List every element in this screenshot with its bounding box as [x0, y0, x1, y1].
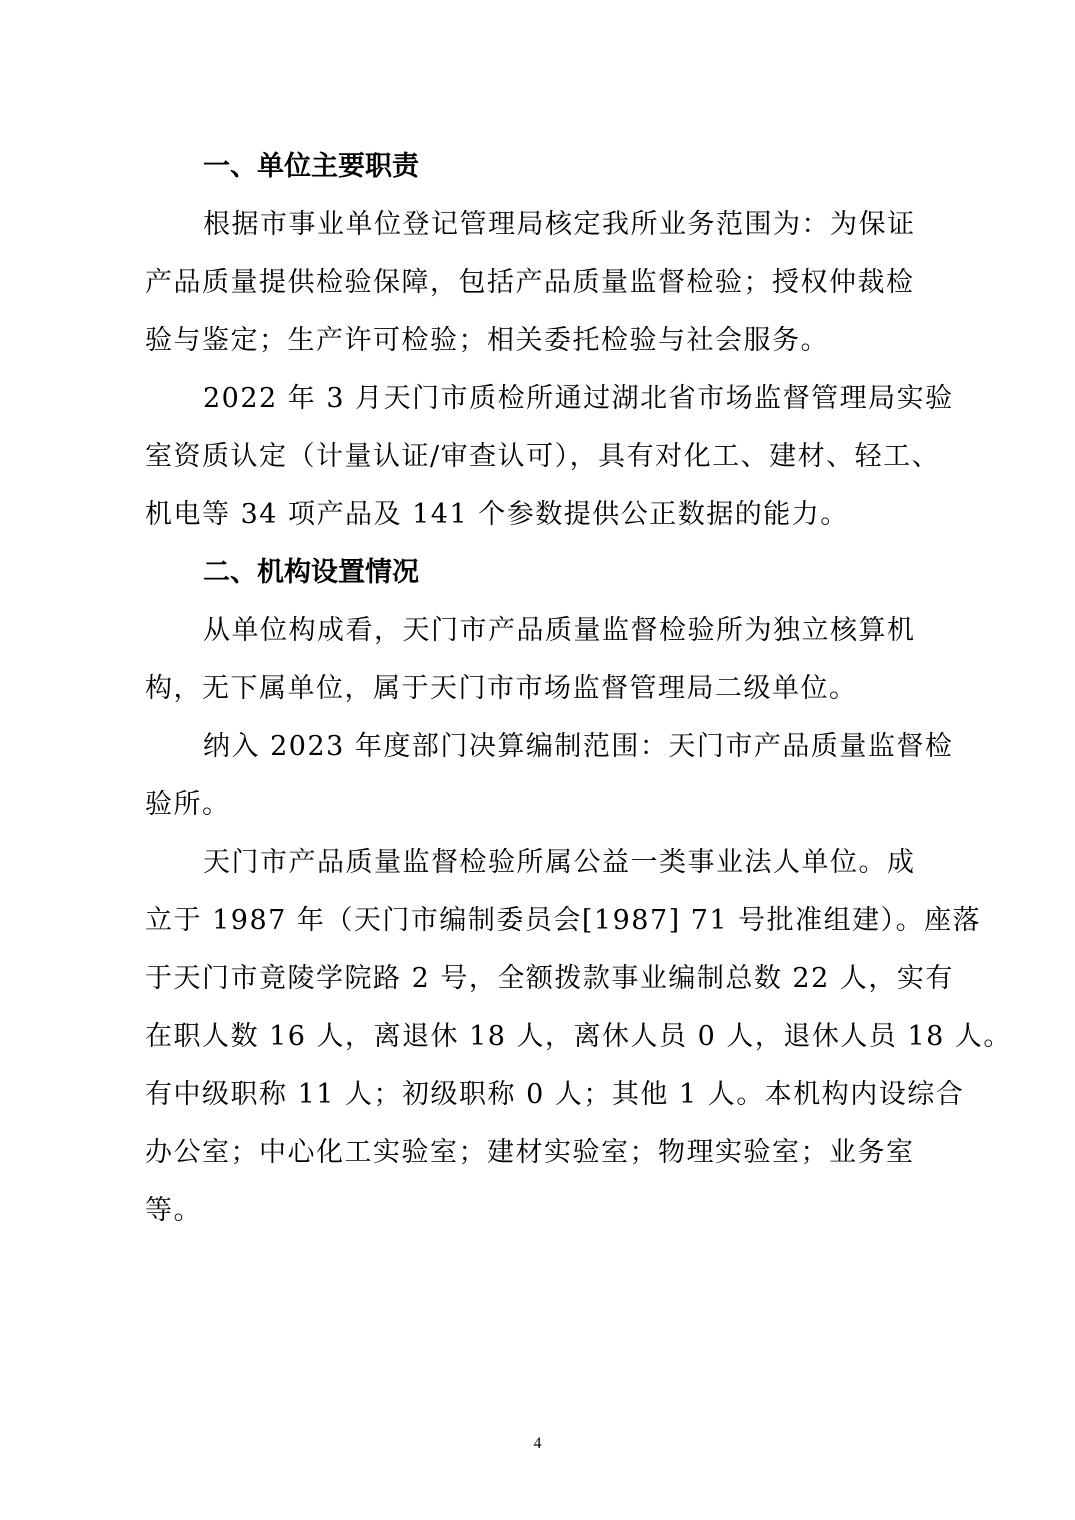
- text-line: 机电等 34 项产品及 141 个参数提供公正数据的能力。: [145, 499, 849, 530]
- section-heading-organization: 二、机构设置情况: [203, 557, 419, 588]
- text-line: 天门市产品质量监督检验所属公益一类事业法人单位。成: [203, 847, 916, 878]
- section-heading-duties: 一、单位主要职责: [203, 151, 419, 182]
- paragraph-business-scope: [145, 196, 935, 370]
- text-line: 立于 1987 年（天门市编制委员会[1987] 71 号批准组建）。座落: [145, 905, 982, 936]
- text-line: 等。: [145, 1195, 202, 1226]
- text-line: 室资质认定（计量认证/审查认可），具有对化工、建材、轻工、: [145, 441, 941, 472]
- document-body: [145, 138, 1012, 1240]
- text-line: 有中级职称 11 人；初级职称 0 人；其他 1 人。本机构内设综合: [145, 1079, 965, 1110]
- text-line: 构，无下属单位，属于天门市市场监督管理局二级单位。: [145, 673, 858, 704]
- paragraph-unit-details: [145, 834, 1012, 1240]
- paragraph-certification: [145, 370, 954, 544]
- text-line: 纳入 2023 年度部门决算编制范围：天门市产品质量监督检: [203, 731, 954, 762]
- text-line: 于天门市竟陵学院路 2 号，全额拨款事业编制总数 22 人，实有: [145, 963, 954, 994]
- text-line: 从单位构成看，天门市产品质量监督检验所为独立核算机: [203, 615, 916, 646]
- paragraph-unit-structure: [145, 602, 935, 718]
- text-line: 根据市事业单位登记管理局核定我所业务范围为：为保证: [203, 209, 916, 240]
- text-line: 在职人数 16 人，离退休 18 人，离休人员 0 人，退休人员 18 人。: [145, 1021, 1012, 1052]
- text-line: 验所。: [145, 789, 231, 820]
- text-line: 2022 年 3 月天门市质检所通过湖北省市场监督管理局实验: [203, 383, 954, 414]
- page-number: 4: [533, 1435, 542, 1452]
- text-line: 验与鉴定；生产许可检验；相关委托检验与社会服务。: [145, 325, 829, 356]
- paragraph-budget-scope: [145, 718, 954, 834]
- text-line: 产品质量提供检验保障，包括产品质量监督检验；授权仲裁检: [145, 267, 915, 298]
- text-line: 办公室；中心化工实验室；建材实验室；物理实验室；业务室: [145, 1137, 915, 1168]
